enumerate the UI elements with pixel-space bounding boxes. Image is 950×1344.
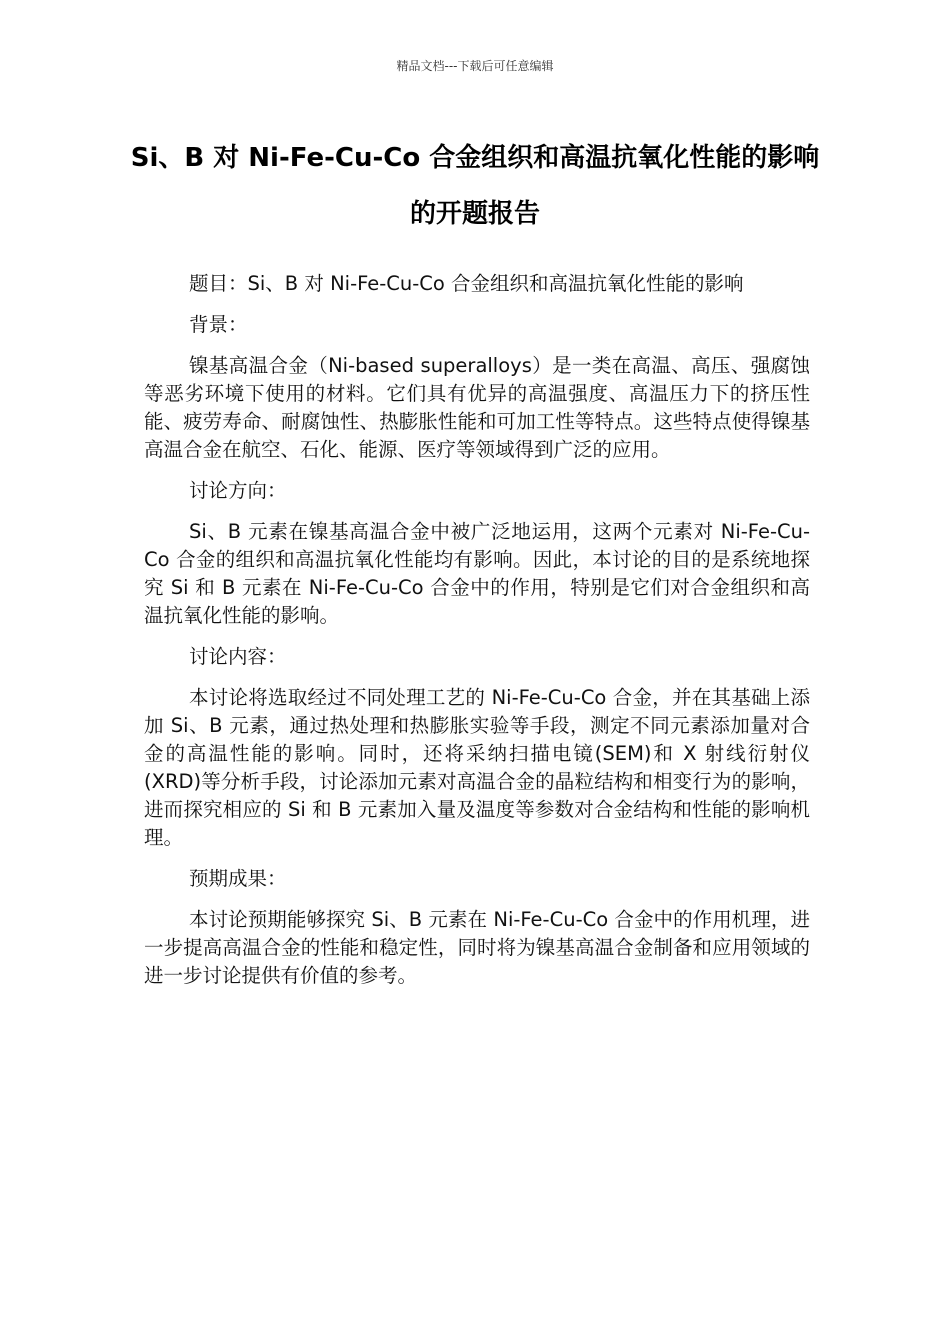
- section-text-background: 镍基高温合金（Ni-based superalloys）是一类在高温、高压、强腐蚀等恶劣环境下使用的材料。它们具有优异的高温强度、高温压力下的挤压性能、疲劳寿命、耐腐蚀性、热膨胀性能和可加工性等特点。这些特点使得镍基高温合金在航空、石化、能源、医疗等领域得到广泛的应用。: [144, 354, 810, 461]
- section-text-outcomes: 本讨论预期能够探究 Si、B 元素在 Ni-Fe-Cu-Co 合金中的作用机理，进一步提高高温合金的性能和稳定性，同时将为镍基高温合金制备和应用领域的进一步讨论提供有价值的参考。: [144, 908, 810, 987]
- document-title: Si、B 对 Ni-Fe-Cu-Co 合金组织和高温抗氧化性能的影响的开题报告: [130, 143, 820, 229]
- section-heading-background: 背景：: [189, 313, 248, 336]
- section-heading-outcomes: 预期成果：: [189, 867, 287, 890]
- section-heading-content: 讨论内容：: [189, 645, 287, 668]
- topic-line: 题目：Si、B 对 Ni-Fe-Cu-Co 合金组织和高温抗氧化性能的影响: [189, 272, 744, 295]
- section-text-content: 本讨论将选取经过不同处理工艺的 Ni-Fe-Cu-Co 合金，并在其基础上添加 Si、B 元素，通过热处理和热膨胀实验等手段，测定不同元素添加量对合金的高温性能的影响。同时，还将采纳扫描电镜(SEM)和 X 射线衍射仪(XRD)等分析手段，讨论添加元素对高温合金的晶粒结构和相变行为的影响，进而探究相应的 Si 和 B 元素加入量及温度等参数对合金结构和性能的影响机理。: [144, 686, 810, 849]
- document-body: [144, 270, 810, 1003]
- section-text-direction: Si、B 元素在镍基高温合金中被广泛地运用，这两个元素对 Ni-Fe-Cu-Co 合金的组织和高温抗氧化性能均有影响。因此，本讨论的目的是系统地探究 Si 和 B 元素在 Ni-Fe-Cu-Co 合金中的作用，特别是它们对合金组织和高温抗氧化性能的影响。: [144, 520, 810, 627]
- header-note: 精品文档---下载后可任意编辑: [396, 59, 554, 73]
- section-heading-direction: 讨论方向：: [189, 479, 287, 502]
